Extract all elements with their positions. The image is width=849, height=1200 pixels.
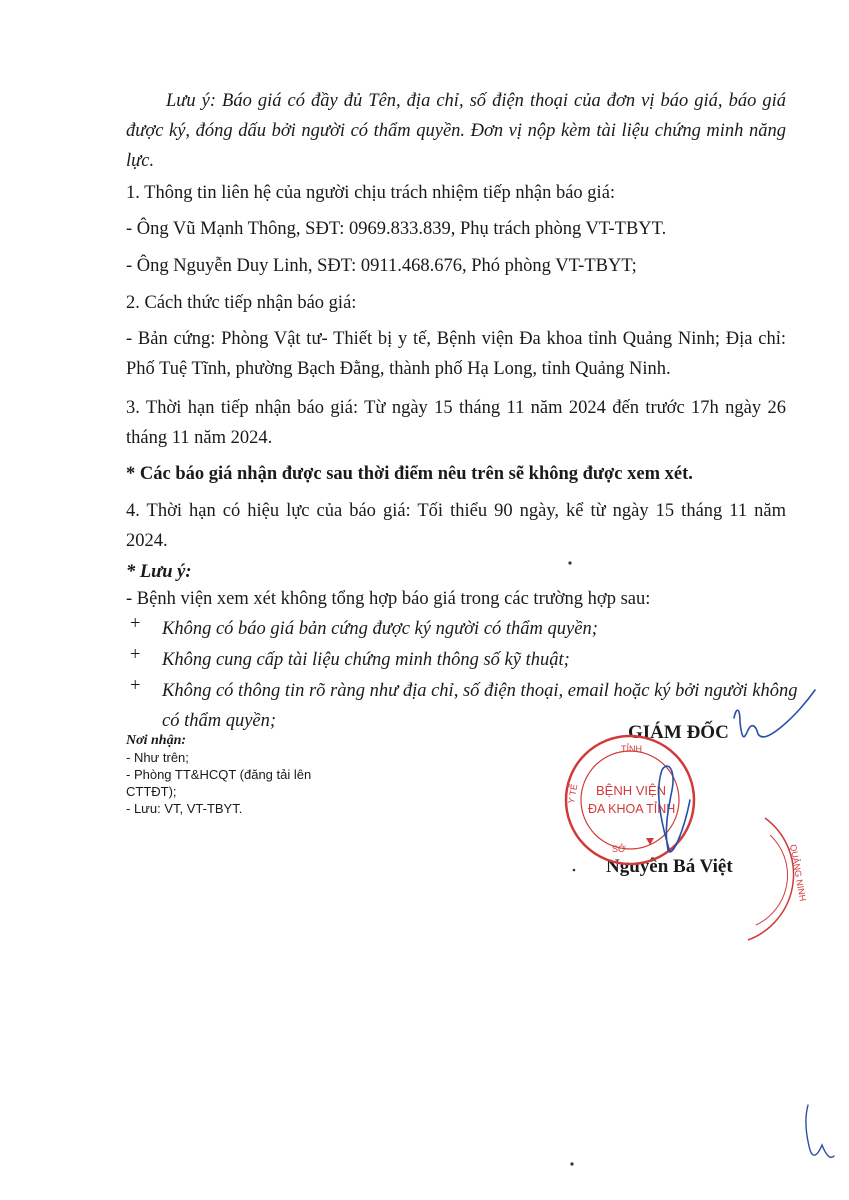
official-stamp <box>566 736 694 864</box>
note-top-text: Báo giá có đầy đủ Tên, địa chỉ, số điện thoại của đơn vị báo giá, báo giá được ký, đóng dấu bởi người có thẩm quyền. Đơn vị nộp kèm tài liệu chứng minh năng lực. <box>126 91 786 171</box>
note2-item: Không cung cấp tài liệu chứng minh thông số kỹ thuật; <box>162 650 570 670</box>
warning-line: * Các báo giá nhận được sau thời điểm nêu trên sẽ không được xem xét. <box>126 464 693 484</box>
recipient-item: - Lưu: VT, VT-TBYT. <box>126 801 243 816</box>
section2-heading: 2. Cách thức tiếp nhận báo giá: <box>126 293 357 313</box>
partial-edge-stamp <box>748 818 809 940</box>
recipients-title: Nơi nhận: <box>126 733 187 748</box>
signature-title: GIÁM ĐỐC <box>628 722 729 743</box>
stamp-side-text: Y TẾ <box>566 783 580 805</box>
contact-2: - Ông Nguyễn Duy Linh, SĐT: 0911.468.676, Phó phòng VT-TBYT; <box>126 256 637 276</box>
note2-item: Không có báo giá bản cứng được ký người có thẩm quyền; <box>162 619 598 639</box>
initials-mark <box>806 1105 834 1157</box>
edge-stamp-text: QUẢNG NINH <box>788 843 808 902</box>
signature-name: Nguyễn Bá Việt <box>606 856 733 877</box>
note-top-label: Lưu ý: <box>166 91 217 111</box>
note2-intro: - Bệnh viện xem xét không tổng hợp báo giá trong các trường hợp sau: <box>126 589 651 609</box>
bullet-symbol: + <box>130 676 141 696</box>
note2-item: Không có thông tin rõ ràng như địa chỉ, số điện thoại, email hoặc ký bởi người không có thẩm quyền; <box>162 681 798 731</box>
recipient-item: - Như trên; <box>126 750 189 765</box>
note-top <box>126 86 786 176</box>
recipient-item: - Phòng TT&HCQT (đăng tải lên CTTĐT); <box>126 767 312 799</box>
stamp-line1: BỆNH VIỆN <box>596 783 667 798</box>
stamp-top-text: TỈNH <box>621 744 642 754</box>
recipients-block <box>126 732 366 817</box>
section2-text: - Bản cứng: Phòng Vật tư- Thiết bị y tế, Bệnh viện Đa khoa tỉnh Quảng Ninh; Địa chỉ: Phố Tuệ Tĩnh, phường Bạch Đằng, thành phố Hạ Long, tỉnh Quảng Ninh. <box>126 329 786 379</box>
bullet-symbol: + <box>130 645 141 665</box>
stamp-bottom-text: SỞ <box>612 844 626 854</box>
bullet-symbol: + <box>130 614 141 634</box>
contact-1: - Ông Vũ Mạnh Thông, SĐT: 0969.833.839, Phụ trách phòng VT-TBYT. <box>126 219 667 239</box>
section1-heading: 1. Thông tin liên hệ của người chịu trách nhiệm tiếp nhận báo giá: <box>126 183 616 203</box>
section4-text: 4. Thời hạn có hiệu lực của báo giá: Tối thiểu 90 ngày, kể từ ngày 15 tháng 11 năm 2024. <box>126 501 786 551</box>
stamp-line2: ĐA KHOA TỈNH <box>588 802 676 816</box>
note2-heading: * Lưu ý: <box>126 562 192 582</box>
section3-text: 3. Thời hạn tiếp nhận báo giá: Từ ngày 15 tháng 11 năm 2024 đến trước 17h ngày 26 tháng 11 năm 2024. <box>126 398 786 448</box>
